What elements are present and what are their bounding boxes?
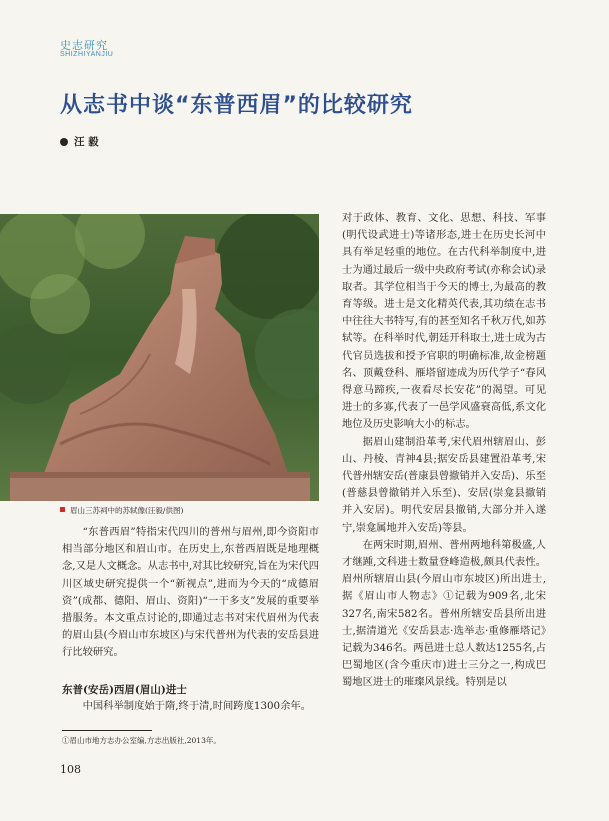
section-label-pinyin: SHIZHIYANJIU bbox=[60, 51, 114, 58]
left-column bbox=[62, 524, 319, 662]
paragraph: 在两宋时期,眉州、普州两地科第极盛,人才继踵,文科进士数量登峰造极,颇具代表性。眉州所辖眉山县(今眉山市东坡区)所出进士,据《眉山市人物志》①记载为909名,北宋327名,南宋582名。普州所辖安岳县所出进士,据清道光《安岳县志·选举志·重修雁塔记》记载为346名。两邑进士总人数达1255名,占巴蜀地区(含今重庆市)进士三分之一,构成巴蜀地区进士的璀璨风景线。特别是以 bbox=[342, 538, 546, 689]
section-subheading: 东普(安岳)西眉(眉山)进士 bbox=[62, 684, 187, 696]
paragraph: 中国科举制度始于隋,终于清,时间跨度1300余年。 bbox=[82, 700, 311, 712]
author-name: 汪 毅 bbox=[74, 136, 99, 148]
statue-photo bbox=[0, 214, 319, 501]
caption-marker-icon bbox=[60, 507, 65, 512]
footnote-rule bbox=[62, 730, 152, 731]
section-label: 史志研究 bbox=[60, 39, 108, 52]
page-number: 108 bbox=[60, 763, 81, 776]
paragraph: 对于政体、教育、文化、思想、科技、军事(明代设武进士)等诸形态,进士在历史长河中具有举足轻重的地位。在古代科举制度中,进士为通过最后一级中央政府考试(亦称会试)录取者。其学位相当于今天的博士,为最高的教育等级。进士是文化精英代表,其功绩在志书中往往大书特写,有的甚至知名千秋万代,如苏轼等。在科举时代,朝廷开科取士,进士成为古代官员选拔和授予官职的明确标准,故金榜题名、顶戴登科、雁塔留迹成为历代学子“春风得意马蹄疾,一夜看尽长安花”的渴望。可见进士的多寡,代表了一邑学风盛衰高低,系文化地位及历史影响大小的标志。 bbox=[342, 212, 546, 431]
article-title: 从志书中谈“东普西眉”的比较研究 bbox=[60, 93, 413, 118]
bullet-icon bbox=[60, 138, 68, 146]
author-line bbox=[60, 134, 99, 149]
photo-caption-text: 眉山三苏祠中的苏轼像(汪毅/供图) bbox=[70, 506, 184, 515]
paragraph: 据眉山建制沿革考,宋代眉州辖眉山、彭山、丹棱、青神4县;据安岳县建置沿革考,宋代普州辖安岳(普康县曾撤销并入安岳)、乐至(普慈县曾撤销并入乐至)、安居(崇龛县撤销并入安居)。明代安居县撤销,大部分并入遂宁,崇龛属地并入安岳)等县。 bbox=[342, 435, 546, 534]
right-column bbox=[342, 210, 546, 692]
statue-photo-illustration bbox=[0, 214, 319, 501]
photo-caption bbox=[60, 505, 183, 516]
paragraph: “东普西眉”特指宋代四川的普州与眉州,即今资阳市相当部分地区和眉山市。在历史上,东普西眉既是地理概念,又是人文概念。从志书中,对其比较研究,旨在为宋代四川区域史研究提供一个“新视点”,进而为今天的“成德眉资”(成都、德阳、眉山、资阳)“一干多支”发展的重要举措服务。本文重点讨论的,即通过志书对宋代眉州为代表的眉山县(今眉山市东坡区)与宋代普州为代表的安岳县进行比较研究。 bbox=[62, 526, 319, 659]
footnote: ①眉山市地方志办公室编,方志出版社,2013年。 bbox=[62, 736, 221, 745]
